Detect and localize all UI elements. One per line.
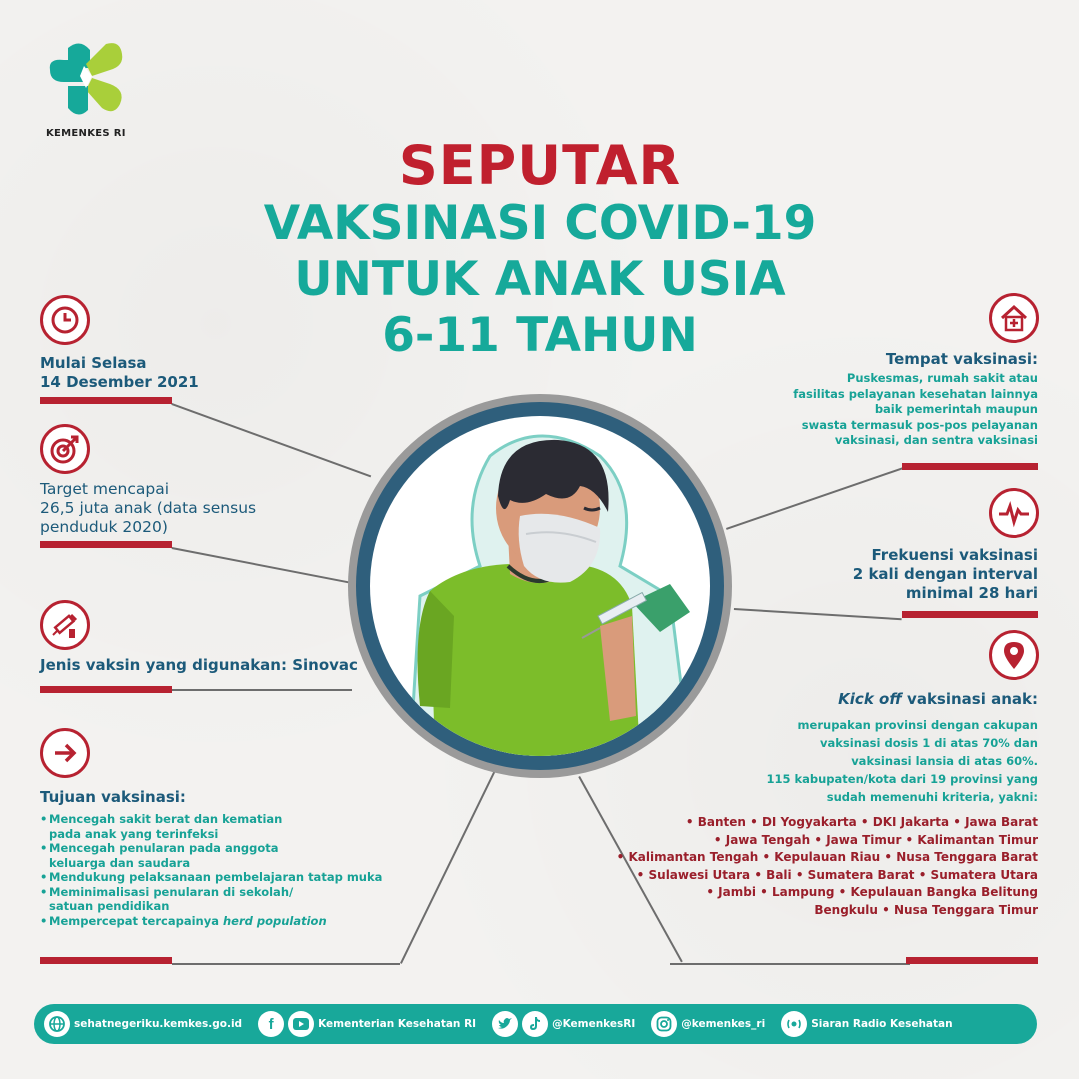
place-text [740, 371, 1038, 449]
goal-item: • Mencegah sakit berat dan kematian [40, 812, 400, 827]
place-line: vaksinasi, dan sentra vaksinasi [834, 433, 1038, 447]
kickoff-heading-rest: vaksinasi anak: [901, 690, 1038, 708]
syringe-icon [40, 600, 90, 650]
goal-item-cont: satuan pendidikan [49, 899, 170, 913]
target-line-1: Target mencapai [40, 480, 170, 498]
province-line: • Banten • DI Yogyakarta • DKI Jakarta • Jawa Barat [685, 815, 1038, 829]
connector-line [734, 608, 902, 620]
target-label [40, 480, 256, 537]
connector-line [172, 963, 400, 965]
frequency-line-2: 2 kali dengan interval [852, 565, 1038, 583]
place-line: baik pemerintah maupun [874, 402, 1038, 416]
footer-instagram[interactable] [651, 1011, 765, 1037]
goal-item: • Mendukung pelaksanaan pembelajaran tatap muka [40, 870, 400, 885]
logo-text: KEMENKES RI [46, 128, 126, 139]
place-line: fasilitas pelayanan kesehatan lainnya [793, 386, 1038, 401]
youtube-icon [288, 1011, 314, 1037]
start-line-1: Mulai Selasa [40, 354, 147, 372]
globe-icon [44, 1011, 70, 1037]
connector-line [172, 547, 349, 583]
divider-bar [906, 957, 1038, 964]
hospital-icon [989, 293, 1039, 343]
footer-facebook-youtube[interactable] [258, 1011, 476, 1037]
title-line-4: 6-11 TAHUN [382, 308, 698, 363]
province-line: • Kalimantan Tengah • Kepulauan Riau • Nusa Tenggara Barat [616, 850, 1038, 864]
goal-item-cont: keluarga dan saudara [49, 855, 191, 870]
start-date-label [40, 354, 199, 392]
twitter-icon [492, 1011, 518, 1037]
footer-website-text: sehatnegeriku.kemkes.go.id [74, 1018, 243, 1030]
footer-tw-tt-text: @KemenkesRI [552, 1018, 636, 1030]
connector-line [172, 689, 352, 691]
kickoff-line: vaksinasi dosis 1 di atas 70% dan [820, 736, 1038, 750]
footer-fb-yt-text: Kementerian Kesehatan RI [318, 1018, 477, 1030]
place-heading: Tempat vaksinasi: [885, 350, 1038, 368]
footer-bar [34, 1004, 1037, 1044]
target-line-3: penduduk 2020) [40, 518, 168, 536]
child-vaccination-icon [370, 416, 710, 756]
goal-item-italic: herd population [222, 913, 327, 928]
footer-radio[interactable] [781, 1011, 952, 1037]
divider-bar [40, 397, 172, 404]
connector-line [400, 770, 496, 964]
divider-bar [902, 611, 1038, 618]
kickoff-heading-italic: Kick off [838, 690, 902, 708]
footer-radio-text: Siaran Radio Kesehatan [811, 1018, 953, 1030]
title-line-2: VAKSINASI COVID-19 [263, 196, 817, 251]
facebook-icon: f [258, 1011, 284, 1037]
kickoff-line: sudah memenuhi kriteria, yakni: [826, 790, 1038, 804]
goal-item-cont: pada anak yang terinfeksi [49, 826, 219, 841]
arrow-right-icon [40, 728, 90, 778]
divider-bar [902, 463, 1038, 470]
footer-website[interactable] [44, 1011, 242, 1037]
radio-icon [781, 1011, 807, 1037]
divider-bar [40, 541, 172, 548]
location-pin-icon [989, 630, 1039, 680]
heartbeat-icon [989, 488, 1039, 538]
divider-bar [40, 957, 172, 964]
province-line: • Jawa Tengah • Jawa Timur • Kalimantan Timur [713, 832, 1038, 847]
connector-line [670, 963, 910, 965]
goal-item-text: Mempercepat tercapainya [49, 913, 223, 928]
footer-ig-text: @kemenkes_ri [681, 1018, 766, 1030]
title-line-1: SEPUTAR [398, 134, 682, 197]
goals-list [40, 812, 400, 928]
target-line-2: 26,5 juta anak (data sensus [40, 499, 257, 517]
kickoff-heading [760, 690, 1038, 709]
province-line: • Jambi • Lampung • Kepulauan Bangka Belitung [706, 885, 1038, 899]
kemenkes-logo [46, 36, 130, 120]
province-line: • Sulawesi Utara • Bali • Sumatera Barat • Sumatera Utara [636, 867, 1038, 882]
place-line: swasta termasuk pos-pos pelayanan [801, 417, 1038, 432]
start-line-2: 14 Desember 2021 [40, 373, 199, 391]
connector-line [171, 403, 371, 477]
goal-item: • Meminimalisasi penularan di sekolah/ [40, 885, 400, 900]
frequency-line-3: minimal 28 hari [905, 584, 1038, 602]
place-line: Puskesmas, rumah sakit atau [846, 371, 1038, 385]
kickoff-line: vaksinasi lansia di atas 60%. [851, 754, 1038, 768]
province-line: Bengkulu • Nusa Tenggara Timur [814, 902, 1038, 917]
clock-icon [40, 295, 90, 345]
instagram-icon [651, 1011, 677, 1037]
goal-item: • Mencegah penularan pada anggota [40, 841, 400, 856]
kickoff-line: merupakan provinsi dengan cakupan [797, 718, 1038, 732]
target-icon [40, 424, 90, 474]
goals-heading: Tujuan vaksinasi: [40, 788, 186, 806]
frequency-line-1: Frekuensi vaksinasi [871, 546, 1038, 564]
goal-item [40, 914, 400, 929]
frequency-label [760, 546, 1038, 603]
kickoff-text [700, 716, 1038, 806]
tiktok-icon [522, 1011, 548, 1037]
footer-twitter-tiktok[interactable] [492, 1011, 635, 1037]
divider-bar [40, 686, 172, 693]
province-list [600, 814, 1038, 919]
vaccine-type-label: Jenis vaksin yang digunakan: Sinovac [40, 656, 358, 674]
connector-line [726, 465, 910, 530]
vaccination-illustration [370, 416, 710, 756]
title-line-3: UNTUK ANAK USIA [294, 252, 786, 307]
kickoff-line: 115 kabupaten/kota dari 19 provinsi yang [766, 772, 1038, 786]
